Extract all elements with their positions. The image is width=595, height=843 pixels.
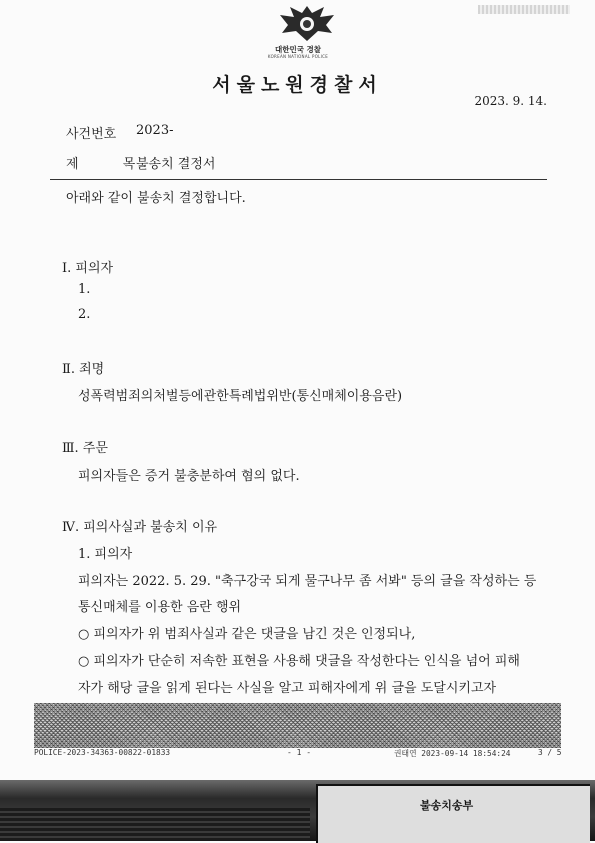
case-number-value: 2023- (136, 123, 174, 138)
footer-page-mark: - 1 - (287, 748, 312, 757)
folder-tab (316, 784, 590, 843)
section-heading-facts-reasons: Ⅳ. 피의사실과 불송치 이유 (62, 520, 218, 535)
case-number-label: 사건번호 (66, 127, 117, 142)
body-line: 피의자는 2022. 5. 29. "축구강국 되게 물구나무 좀 서봐" 등의 글을 작성하는 등 (78, 574, 537, 589)
body-line: ○ 피의자가 단순히 저속한 표현을 사용해 댓글을 작성한다는 인식을 넘어 피해 (78, 654, 520, 669)
suspect-item: 1. (78, 282, 91, 297)
document-title: 서울노원경찰서 (212, 74, 383, 96)
body-line: 자가 해당 글을 읽게 된다는 사실을 알고 피해자에게 위 글을 도달시키고자 (78, 681, 497, 696)
redaction-noise (34, 703, 561, 748)
intro-text: 아래와 같이 불송치 결정합니다. (66, 191, 246, 206)
section-heading-disposition: Ⅲ. 주문 (62, 441, 108, 456)
charge-text: 성폭력범죄의처벌등에관한특례법위반(통신매체이용음란) (78, 389, 403, 404)
document-date: 2023. 9. 14. (474, 94, 547, 108)
section-heading-suspect: Ⅰ. 피의자 (62, 261, 114, 276)
suspect-item: 2. (78, 307, 91, 322)
footer-user-timestamp: 권태연 2023-09-14 18:54:24 (394, 749, 511, 758)
body-line: ○ 피의자가 위 범죄사실과 같은 댓글을 남긴 것은 인정되나, (78, 627, 416, 642)
divider (50, 179, 547, 180)
subject-label: 제 목 (66, 157, 156, 172)
disposition-text: 피의자들은 증거 불충분하여 혐의 없다. (78, 469, 300, 484)
scan-edge (0, 808, 310, 841)
org-subtitle: KOREAN NATIONAL POLICE (267, 54, 329, 59)
section-heading-charge: Ⅱ. 죄명 (62, 362, 105, 377)
police-emblem-icon (276, 3, 338, 43)
subject-value: 불송치 결정서 (136, 157, 216, 172)
stamp-mark (478, 5, 570, 14)
folder-tab-label: 불송치송부 (420, 799, 474, 812)
footer-document-code: POLICE-2023-34363-00822-01833 (34, 748, 171, 757)
footer-page-number: 3 / 5 (538, 748, 562, 757)
body-line: 통신매체를 이용한 음란 행위 (78, 600, 242, 615)
org-name: 대한민국 경찰 (274, 45, 322, 54)
subsection-suspect: 1. 피의자 (78, 547, 133, 562)
